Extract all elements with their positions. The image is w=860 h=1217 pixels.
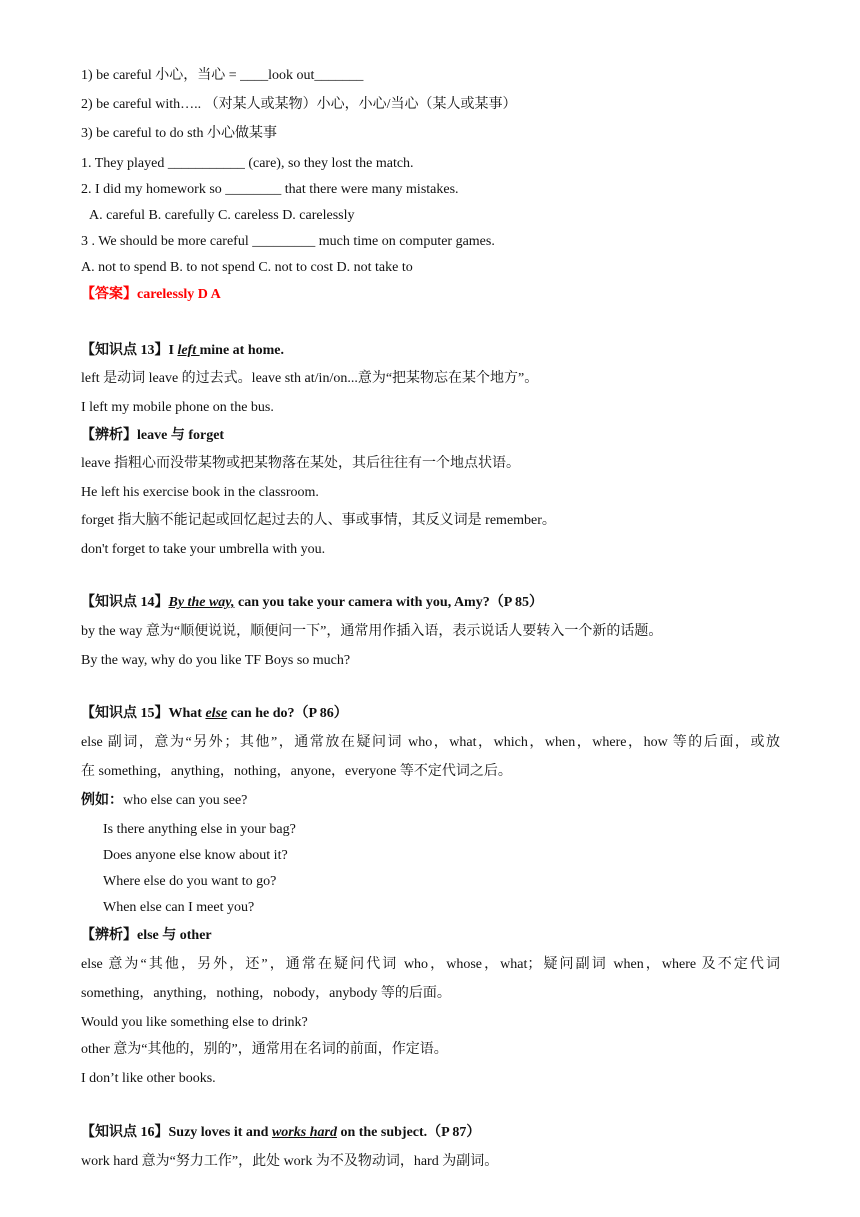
k16-heading-prefix: 【知识点 16】Suzy loves it and [81,1125,272,1140]
question-3-options: A. not to spend B. to not spend C. not to cost D. not take to [81,260,413,275]
k15-example-4: Where else do you want to go? [103,874,277,889]
k13-heading [81,342,780,360]
k16-heading-suffix: on the subject.（P 87） [336,1125,481,1140]
k14-paragraph-1: by the way 意为“顺便说说，顺便问一下”，通常用作插入语，表示说话人要转入一个新的话题。 [81,624,663,639]
k15-example-7: I don’t like other books. [81,1071,216,1086]
k13-paragraph-1: left 是动词 leave 的过去式。leave sth at/in/on...意为“把某物忘在某个地方”。 [81,371,539,386]
question-2: 2. I did my homework so ________ that there were many mistakes. [81,182,459,197]
question-3: 3 . We should be more careful _________ much time on computer games. [81,234,495,249]
k14-example-1: By the way, why do you like TF Boys so much? [81,653,351,668]
k15-heading [81,705,780,723]
k15-example-6: Would you like something else to drink? [81,1015,308,1030]
k13-paragraph-3: forget 指大脑不能记起或回忆起过去的人、事或事情，其反义词是 remember。 [81,513,556,528]
k15-heading-emphasis: else [205,706,228,721]
k16-paragraph-1: work hard 意为“努力工作”，此处 work 为不及物动词，hard 为副词。 [81,1154,499,1169]
k14-heading-prefix: 【知识点 14】 [81,595,169,610]
question-2-options: A. careful B. carefully C. careless D. carelessly [89,208,355,223]
k15-paragraph-3: else 意为“其他，另外，还”，通常在疑问代词 who，whose，what；疑问副词 when，where 及不定代词 [81,957,780,972]
k16-heading [81,1124,780,1142]
answer-line: 【答案】carelessly D A [81,287,221,302]
phrase-be-careful-to-do: 3) be careful to do sth 小心做某事 [81,126,277,141]
k15-paragraph-2: 在 something，anything，nothing，anyone，everyone 等不定代词之后。 [81,764,512,779]
k13-analysis-heading: 【辨析】leave 与 forget [81,428,225,443]
k15-example-1: who else can you see? [123,793,248,808]
k15-paragraph-4: something，anything，nothing，nobody，anybody 等的后面。 [81,986,451,1001]
k13-paragraph-2: leave 指粗心而没带某物或把某物落在某处，其后往往有一个地点状语。 [81,456,521,471]
k15-example-5: When else can I meet you? [103,900,255,915]
k14-heading [81,594,780,612]
k14-heading-suffix: can you take your camera with you, Amy?（P 85） [234,595,543,610]
k15-heading-suffix: can he do?（P 86） [227,706,348,721]
k15-example-2: Is there anything else in your bag? [103,822,296,837]
k15-analysis-heading: 【辨析】else 与 other [81,928,212,943]
k16-heading-emphasis: works hard [271,1125,337,1140]
k13-heading-emphasis: left [177,343,200,358]
k13-heading-suffix: mine at home. [199,343,284,358]
phrase-be-careful: 1) be careful 小心，当心 = ____look out_______ [81,68,364,83]
k15-example-label: 例如： [81,793,123,808]
k14-heading-emphasis: By the way, [168,595,235,610]
phrase-be-careful-with: 2) be careful with….. （对某人或某物）小心，小心/当心（某人或某事） [81,97,517,112]
k15-example-line [81,792,780,810]
k13-heading-prefix: 【知识点 13】I [81,343,178,358]
k15-paragraph-1: else 副词，意为“另外；其他”，通常放在疑问词 who，what，which，when，where，how 等的后面，或放 [81,735,780,750]
k15-example-3: Does anyone else know about it? [103,848,288,863]
k15-paragraph-5: other 意为“其他的，别的”，通常用在名词的前面，作定语。 [81,1042,448,1057]
k13-example-2: He left his exercise book in the classroom. [81,485,319,500]
k13-example-3: don't forget to take your umbrella with you. [81,542,326,557]
k13-example-1: I left my mobile phone on the bus. [81,400,274,415]
question-1: 1. They played ___________ (care), so they lost the match. [81,156,414,171]
k15-heading-prefix: 【知识点 15】What [81,706,206,721]
